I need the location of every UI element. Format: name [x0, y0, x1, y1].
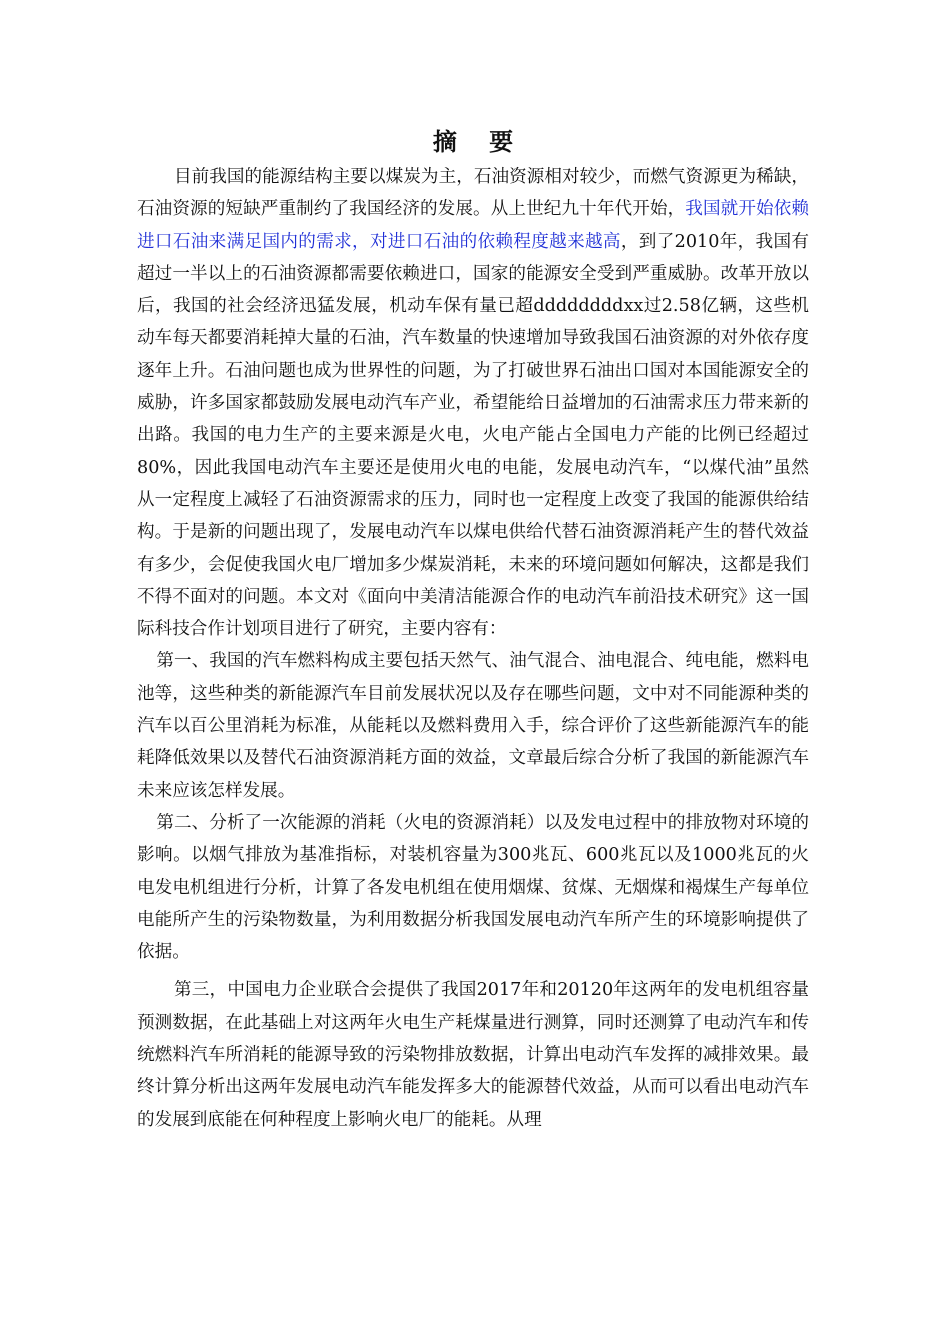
paragraph-point-1: 第一、我国的汽车燃料构成主要包括天然气、油气混合、油电混合、纯电能，燃料电池等，这些种类的新能源汽车目前发展状况以及存在哪些问题，文中对不同能源种类的汽车以百公里消耗为标准，从能耗以及燃料费用入手，综合评价了这些新能源汽车的能耗降低效果以及替代石油资源消耗方面的效益，文章最后综合分析了我国的新能源汽车未来应该怎样发展。	[137, 651, 809, 801]
paragraph-intro-part-1: 目前我国的能源结构主要以煤炭为主，石油资源相对较少，而燃气资源更为稀缺，石油资源的短缺严重制约了我国经济的发展。从上世纪九十年代开始，	[137, 167, 809, 220]
highlighted-text: 我国就开始依赖进口石油来满足国内的需求，对进口石油的依赖程度越来越高	[137, 199, 809, 252]
paragraph-point-3: 第三，中国电力企业联合会提供了我国2017年和20120年这两年的发电机组容量预测数据，在此基础上对这两年火电生产耗煤量进行测算，同时还测算了电动汽车和传统燃料汽车所消耗的能源导致的污染物排放数据，计算出电动汽车发挥的减排效果。最终计算分析出这两年发展电动汽车能发挥多大的能源替代效益，从而可以看出电动汽车的发展到底能在何种程度上影响火电厂的能耗。从理	[137, 980, 809, 1130]
page-title: 摘 要	[432, 128, 526, 156]
paragraph-point-2: 第二、分析了一次能源的消耗（火电的资源消耗）以及发电过程中的排放物对环境的影响。以烟气排放为基准指标，对装机容量为300兆瓦、600兆瓦以及1000兆瓦的火电发电机组进行分析，计算了各发电机组在使用烟煤、贫煤、无烟煤和褐煤生产每单位电能所产生的污染物数量，为利用数据分析我国发展电动汽车所产生的环境影响提供了依据。	[137, 812, 809, 963]
paragraph-intro-part-2: ，到了2010年，我国有超过一半以上的石油资源都需要依赖进口，国家的能源安全受到严重威胁。改革开放以后，我国的社会经济迅猛发展，机动车保有量已超ddddddddxx过2.58亿辆，这些机动车每天都要消耗掉大量的石油，汽车数量的快速增加导致我国石油资源的对外依存度逐年上升。石油问题也成为世界性的问题，为了打破世界石油出口国对本国能源安全的威胁，许多国家都鼓励发展电动汽车产业，希望能给日益增加的石油需求压力带来新的出路。我国的电力生产的主要来源是火电，火电产能占全国电力产能的比例已经超过80%，因此我国电动汽车主要还是使用火电的电能，发展电动汽车，“以煤代油”虽然从一定程度上减轻了石油资源需求的压力，同时也一定程度上改变了我国的能源供给结构。于是新的问题出现了，发展电动汽车以煤电供给代替石油资源消耗产生的替代效益有多少，会促使我国火电厂增加多少煤炭消耗，未来的环境问题如何解决，这都是我们不得不面对的问题。本文对《面向中美清洁能源合作的电动汽车前沿技术研究》这一国际科技合作计划项目进行了研究，主要内容有：	[137, 231, 809, 640]
document-page	[137, 123, 809, 1136]
paragraph-intro	[137, 161, 809, 645]
